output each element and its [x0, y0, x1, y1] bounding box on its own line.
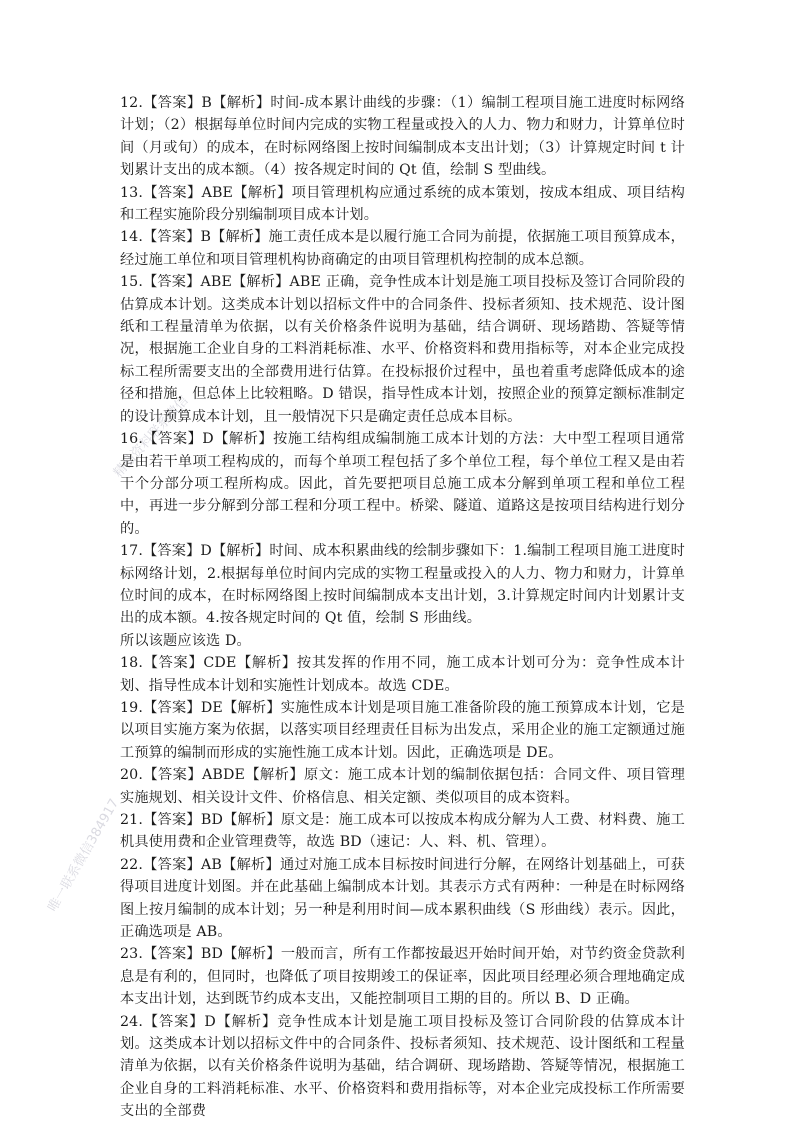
- answer-18: 18.【答案】CDE【解析】按其发挥的作用不同，施工成本计划可分为：竞争性成本计划、指导性成本计划和实施性计划成本。故选 CDE。: [120, 655, 685, 694]
- answer-23: 23.【答案】BD【解析】一般而言，所有工作都按最迟开始时间开始，对节约资金贷款利息是有利的，但同时，也降低了项目按期竣工的保证率，因此项目经理必须合理地确定成本支出计划，达到既节约成本支出，又能控制项目工期的目的。所以 B、D 正确。: [120, 946, 685, 1008]
- watermark-lower: 唯一联系微信384917: [45, 796, 123, 915]
- answer-19: 19.【答案】DE【解析】实施性成本计划是项目施工准备阶段的施工预算成本计划，它是以项目实施方案为依据，以落实项目经理责任目标为出发点，采用企业的施工定额通过施工预算的编制而形成的实施性施工成本计划。因此，正确选项是 DE。: [120, 699, 685, 761]
- watermark-upper: 精品资料联系微信: [110, 393, 192, 481]
- answer-13: 13.【答案】ABE【解析】项目管理机构应通过系统的成本策划，按成本组成、项目结构和工程实施阶段分别编制项目成本计划。: [120, 184, 685, 224]
- answer-15: 15.【答案】ABE【解析】ABE 正确，竞争性成本计划是施工项目投标及签订合同阶段的估算成本计划。这类成本计划以招标文件中的合同条件、投标者须知、技术规范、设计图纸和工程量清单为依据，以有关价格条件说明为基础，结合调研、现场踏勘、答疑等情况，根据施工企业自身的工料消耗标准、水平、价格资料和费用指标等，对本企业完成投标工程所需要支出的全部费用进行估算。在投标报价过程中，虽也着重考虑降低成本的途径和措施，但总体上比较粗略。D 错误，指导性成本计划，按照企业的预算定额标准制定的设计预算成本计划，且一般情况下只是确定责任总成本目标。: [120, 274, 685, 425]
- answer-12: 12.【答案】B【解析】时间-成本累计曲线的步骤：（1）编制工程项目施工进度时标网络计划；（2）根据每单位时间内完成的实物工程量或投入的人力、物力和财力，计算单位时间（月或旬）的成本，在时标网络图上按时间编制成本支出计划；（3）计算规定时间 t 计划累计支出的成本额。（4）按各规定时间的 Qt 值，绘制 S 型曲线。: [120, 95, 685, 179]
- answer-explanations: [120, 92, 685, 1123]
- answer-14: 14.【答案】B【解析】施工责任成本是以履行施工合同为前提，依据施工项目预算成本，经过施工单位和项目管理机构协商确定的由项目管理机构控制的成本总额。: [120, 229, 685, 268]
- answer-20: 20.【答案】ABDE【解析】原文：施工成本计划的编制依据包括：合同文件、项目管理实施规划、相关设计文件、价格信息、相关定额、类似项目的成本资料。: [120, 767, 685, 806]
- answer-21: 21.【答案】BD【解析】原文是：施工成本可以按成本构成分解为人工费、材料费、施工机具使用费和企业管理费等，故选 BD（速记：人、料、机、管理）。: [120, 812, 685, 851]
- answer-22: 22.【答案】AB【解析】通过对施工成本目标按时间进行分解，在网络计划基础上，可获得项目进度计划图。并在此基础上编制成本计划。其表示方式有两种：一种是在时标网络图上按月编制的成本计划；另一种是利用时间—成本累积曲线（S 形曲线）表示。因此，正确选项是 AB。: [120, 856, 685, 941]
- answer-16: 16.【答案】D【解析】按施工结构组成编制施工成本计划的方法：大中型工程项目通常是由若干单项工程构成的，而每个单项工程包括了多个单位工程，每个单位工程又是由若干个分部分项工程所构成。因此，首先要把项目总施工成本分解到单项工程和单位工程中，再进一步分解到分部工程和分项工程中。桥梁、隧道、道路这是按项目结构进行划分的。: [120, 431, 685, 537]
- answer-17: 17.【答案】D【解析】时间、成本积累曲线的绘制步骤如下：1.编制工程项目施工进度时标网络计划，2.根据每单位时间内完成的实物工程量或投入的人力、物力和财力，计算单位时间的成本，在时标网络图上按时间编制成本支出计划，3.计算规定时间内计划累计支出的成本额。4.按各规定时间的 Qt 值，绘制 S 形曲线。: [120, 543, 685, 627]
- answer-17-conclusion: 所以该题应该选 D。: [120, 632, 251, 649]
- answer-24: 24.【答案】D【解析】竞争性成本计划是施工项目投标及签订合同阶段的估算成本计划。这类成本计划以招标文件中的合同条件、投标者须知、技术规范、设计图纸和工程量清单为依据，以有关价格条件说明为基础，结合调研、现场踏勘、答疑等情况，根据施工企业自身的工料消耗标准、水平、价格资料和费用指标等，对本企业完成投标工作所需要支出的全部费: [120, 1013, 685, 1120]
